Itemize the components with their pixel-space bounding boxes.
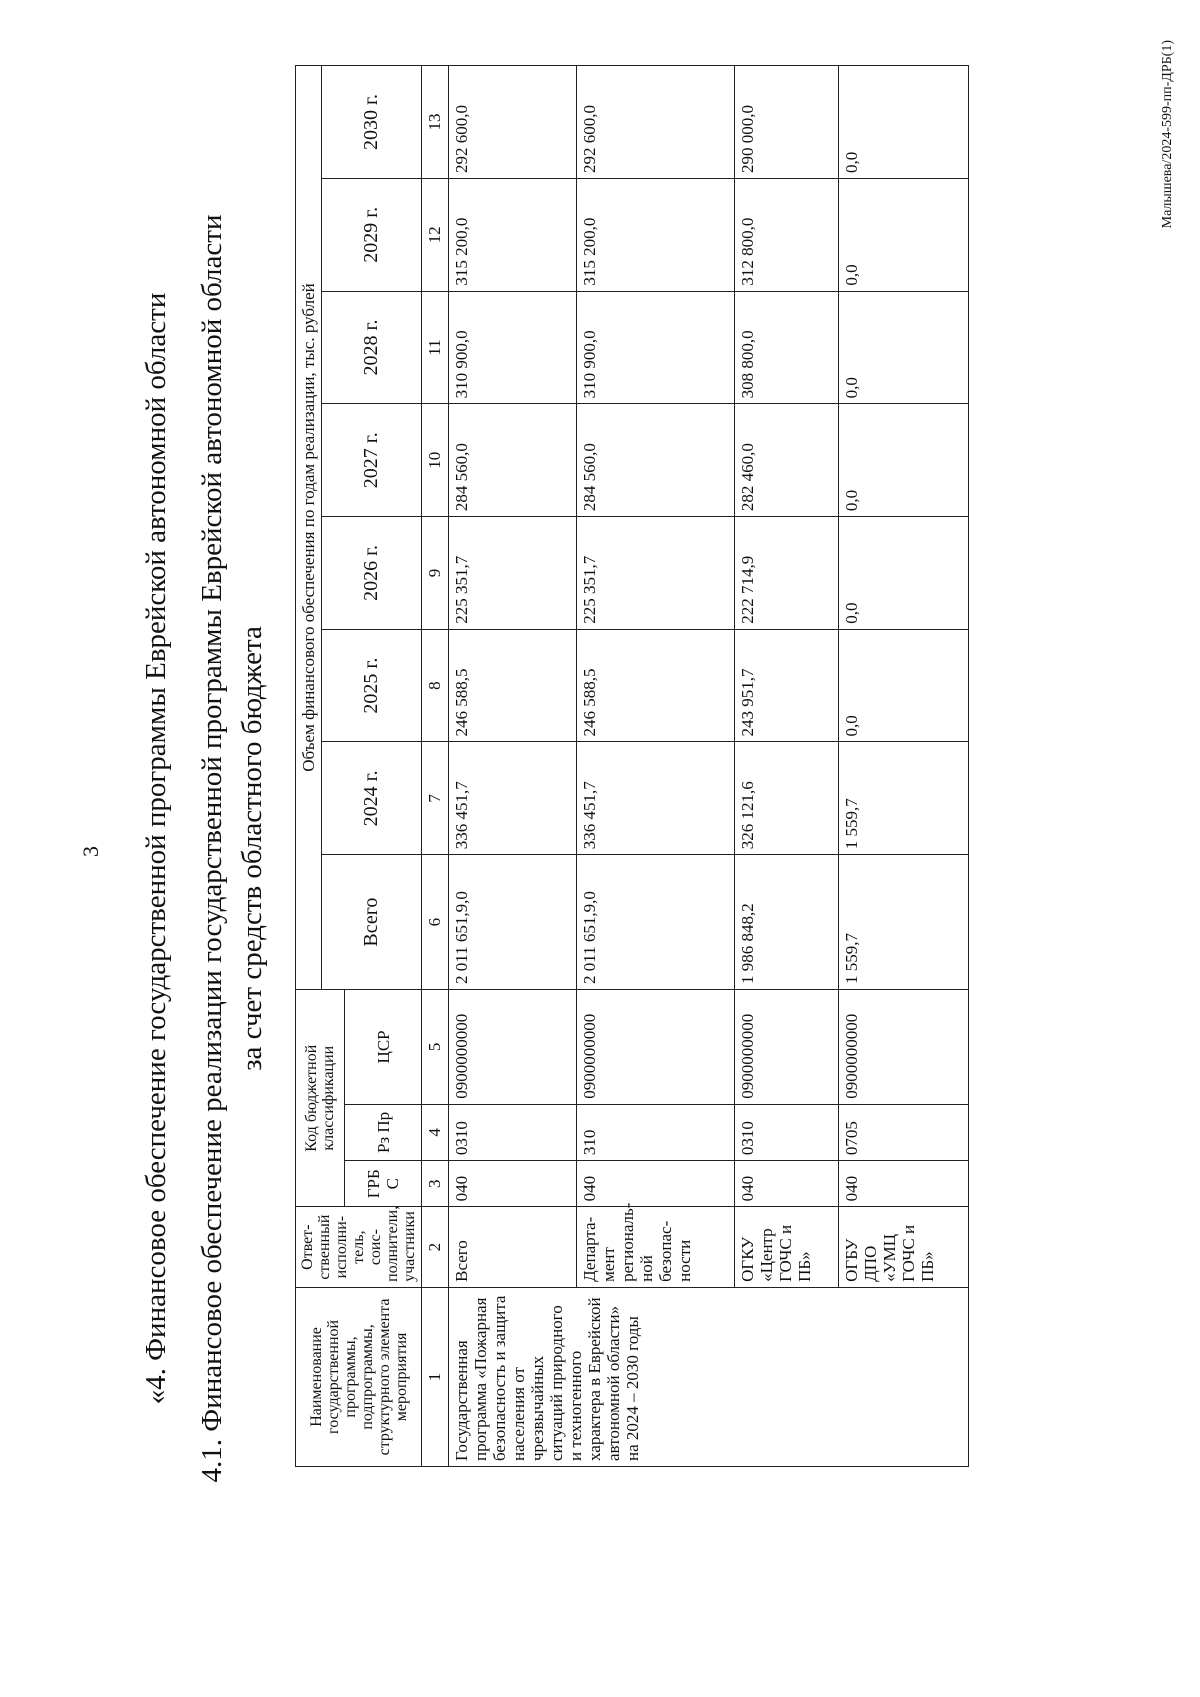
- cell-2024: 326 121,6: [735, 742, 839, 855]
- section-heading: «4. Финансовое обеспечение государственной программы Еврейской автономной области: [140, 292, 172, 1405]
- col-num-7: 7: [422, 742, 449, 855]
- header-budget-code: Код бюджетной классификации: [296, 990, 345, 1207]
- column-number-row: [422, 66, 449, 1467]
- header-year-2027: 2027 г.: [322, 404, 422, 517]
- col-num-1: 1: [422, 1287, 449, 1466]
- col-num-6: 6: [422, 855, 449, 990]
- cell-2027: 0,0: [839, 404, 969, 517]
- col-num-9: 9: [422, 517, 449, 630]
- cell-2030: 292 600,0: [577, 66, 735, 179]
- col-num-5: 5: [422, 990, 449, 1105]
- cell-total: 1 559,7: [839, 855, 969, 990]
- cell-grbs: 040: [735, 1161, 839, 1207]
- cell-2025: 246 588,5: [577, 629, 735, 742]
- table-row: [839, 66, 969, 1467]
- cell-2027: 282 460,0: [735, 404, 839, 517]
- header-year-2026: 2026 г.: [322, 517, 422, 630]
- header-csr: ЦСР: [345, 990, 422, 1105]
- cell-responsible: ОГКУ «Центр ГОЧС и ПБ»: [735, 1207, 839, 1288]
- cell-2027: 284 560,0: [449, 404, 577, 517]
- col-num-11: 11: [422, 291, 449, 404]
- header-name: Наименование государственной программы, подпрограммы, структурного элемента мероприятия: [296, 1287, 422, 1466]
- cell-responsible: Департа-мент региональ-ной безопас-ности: [577, 1207, 735, 1288]
- cell-csr: 0900000000: [449, 990, 577, 1105]
- header-year-2024: 2024 г.: [322, 742, 422, 855]
- cell-rzpr: 0705: [839, 1104, 969, 1160]
- col-num-3: 3: [422, 1161, 449, 1207]
- cell-2024: 336 451,7: [449, 742, 577, 855]
- cell-csr: 0900000000: [735, 990, 839, 1105]
- header-grbs: ГРБ С: [345, 1161, 422, 1207]
- cell-2029: 315 200,0: [577, 178, 735, 291]
- header-volume: Объем финансового обеспечения по годам реализации, тыс. рублей: [296, 66, 322, 990]
- header-responsible: Ответ-ственный исполни-тель, соис-полнители, участники: [296, 1207, 422, 1288]
- cell-2028: 310 900,0: [577, 291, 735, 404]
- header-row-1: [296, 66, 322, 1467]
- cell-csr: 0900000000: [577, 990, 735, 1105]
- header-year-2030: 2030 г.: [322, 66, 422, 179]
- cell-2025: 246 588,5: [449, 629, 577, 742]
- cell-2026: 0,0: [839, 517, 969, 630]
- subsection-heading-line2: за счет средств областного бюджета: [236, 626, 268, 1071]
- header-year-2025: 2025 г.: [322, 629, 422, 742]
- table-row: [449, 66, 577, 1467]
- cell-2025: 0,0: [839, 629, 969, 742]
- col-num-12: 12: [422, 178, 449, 291]
- table-row: [577, 66, 735, 1467]
- financing-table: [295, 65, 969, 1467]
- col-num-4: 4: [422, 1104, 449, 1160]
- cell-2025: 243 951,7: [735, 629, 839, 742]
- table-row: [735, 66, 839, 1467]
- cell-responsible: ОГБУ ДПО «УМЦ ГОЧС и ПБ»: [839, 1207, 969, 1288]
- cell-2029: 0,0: [839, 178, 969, 291]
- cell-total: 2 011 651,9,0: [449, 855, 577, 990]
- cell-csr: 0900000000: [839, 990, 969, 1105]
- program-name-cell: Государственная программа «Пожарная безопасность и защита населения от чрезвычайных ситуаций природного и техногенного характера в Еврейской автономной области» на 2024 – 2030 годы: [449, 1287, 969, 1466]
- cell-total: 2 011 651,9,0: [577, 855, 735, 990]
- cell-2027: 284 560,0: [577, 404, 735, 517]
- col-num-2: 2: [422, 1207, 449, 1288]
- cell-grbs: 040: [839, 1161, 969, 1207]
- cell-grbs: 040: [449, 1161, 577, 1207]
- cell-2030: 292 600,0: [449, 66, 577, 179]
- cell-responsible: Всего: [449, 1207, 577, 1288]
- header-year-2029: 2029 г.: [322, 178, 422, 291]
- cell-rzpr: 310: [577, 1104, 735, 1160]
- header-total: Всего: [322, 855, 422, 990]
- cell-2026: 225 351,7: [449, 517, 577, 630]
- cell-total: 1 986 848,2: [735, 855, 839, 990]
- header-year-2028: 2028 г.: [322, 291, 422, 404]
- col-num-13: 13: [422, 66, 449, 179]
- col-num-8: 8: [422, 629, 449, 742]
- cell-rzpr: 0310: [735, 1104, 839, 1160]
- col-num-10: 10: [422, 404, 449, 517]
- subsection-heading: [192, 0, 272, 1697]
- cell-2028: 310 900,0: [449, 291, 577, 404]
- cell-2029: 315 200,0: [449, 178, 577, 291]
- cell-2030: 0,0: [839, 66, 969, 179]
- page-number: 3: [78, 846, 103, 857]
- document-footer-code: Малышева/2024-599-пп-ДРБ(1): [1160, 40, 1175, 229]
- cell-2028: 0,0: [839, 291, 969, 404]
- header-rzpr: Рз Пр: [345, 1104, 422, 1160]
- cell-rzpr: 0310: [449, 1104, 577, 1160]
- cell-2028: 308 800,0: [735, 291, 839, 404]
- cell-grbs: 040: [577, 1161, 735, 1207]
- cell-2024: 336 451,7: [577, 742, 735, 855]
- cell-2026: 225 351,7: [577, 517, 735, 630]
- cell-2029: 312 800,0: [735, 178, 839, 291]
- cell-2026: 222 714,9: [735, 517, 839, 630]
- cell-2030: 290 000,0: [735, 66, 839, 179]
- subsection-heading-line1: 4.1. Финансовое обеспечение реализации государственной программы Еврейской автономной области: [196, 214, 228, 1483]
- cell-2024: 1 559,7: [839, 742, 969, 855]
